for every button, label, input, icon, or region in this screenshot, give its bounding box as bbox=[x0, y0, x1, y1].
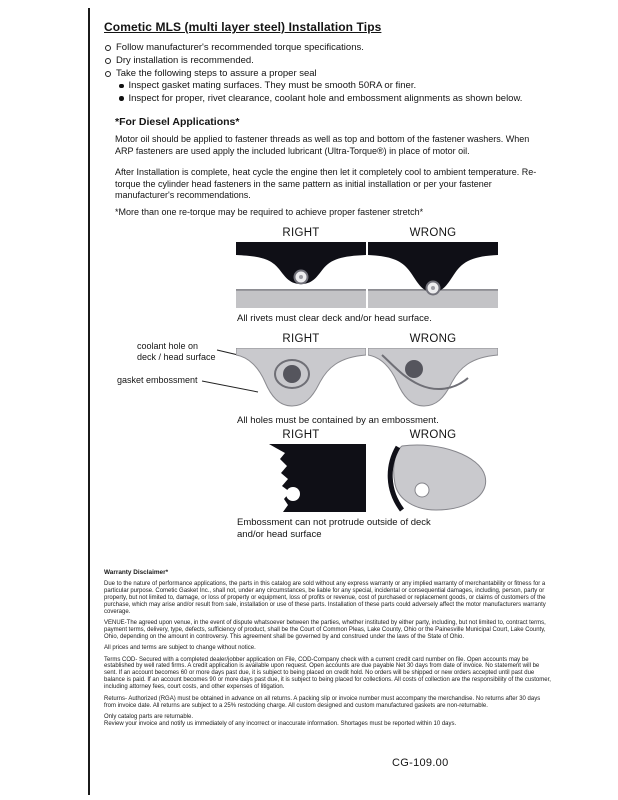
gasket-body bbox=[269, 444, 366, 512]
tip-text: Follow manufacturer's recommended torque specifications. bbox=[116, 42, 364, 53]
tip-item bbox=[105, 43, 522, 53]
deck-area bbox=[236, 348, 366, 406]
rivet-center bbox=[431, 286, 435, 290]
sub-tip-item bbox=[119, 94, 522, 104]
bolt-hole bbox=[286, 487, 300, 501]
page-code: CG-109.00 bbox=[392, 757, 449, 769]
coolant-hole bbox=[405, 360, 423, 378]
warranty-paragraph: Review your invoice and notify us immediately of any incorrect or inaccurate information. Shortages must be reported within 10 days. bbox=[104, 720, 457, 727]
annotation-text: deck / head surface bbox=[137, 351, 216, 362]
deck-edge-line bbox=[236, 289, 366, 291]
deck-area bbox=[368, 348, 498, 406]
caption-text: Embossment can not protrude outside of deck bbox=[237, 517, 431, 528]
retorque-note: *More than one re-torque may be required to achieve proper fastener stretch* bbox=[115, 207, 424, 217]
rivet-center bbox=[299, 275, 303, 279]
wrong-label-row2: WRONG bbox=[409, 333, 457, 345]
row3-caption bbox=[237, 517, 431, 540]
embossment-right-diagram bbox=[236, 444, 366, 512]
circle-bullet-icon bbox=[105, 71, 111, 77]
coolant-wrong-diagram bbox=[368, 348, 498, 413]
deck-surface bbox=[236, 289, 366, 308]
row2-caption: All holes must be contained by an embossment. bbox=[237, 415, 439, 426]
sub-tip-item bbox=[119, 81, 522, 91]
deck-area bbox=[394, 445, 486, 510]
diesel-paragraph-1: Motor oil should be applied to fastener threads as well as top and bottom of the fastener washers. When ARP fasteners are used apply the included lubricant (Ultra-Torque®) in place of motor oil. bbox=[115, 134, 530, 156]
warranty-heading: Warranty Disclaimer* bbox=[104, 569, 169, 576]
rivet-right-diagram bbox=[236, 242, 366, 308]
tip-text: Dry installation is recommended. bbox=[116, 54, 254, 66]
tip-item bbox=[105, 56, 522, 66]
embossment-wrong-diagram bbox=[368, 444, 498, 512]
circle-bullet-icon bbox=[105, 45, 111, 51]
tips-list bbox=[105, 43, 522, 107]
warranty-paragraph: Terms COD- Secured with a completed dealer/jobber application on File, COD-Company check with a current credit card number on file. Open accounts may be established by well rated firms. A credit application is available upon request. Open accounts are due payable Net 30 days from date of invoice. No statement will be sent. If an account becomes 60 or more days past due, it is subject to being placed on credit hold. No orders will be shipped or new orders accepted until past due balance is paid. If an account becomes 90 or more days past due, it is subject to being placed for collections. All costs of collection are the responsibility of the customer, including attorney fees, court costs, and other expenses of litigation. bbox=[104, 656, 551, 691]
right-label-row2: RIGHT bbox=[282, 333, 320, 345]
caption-text: and/or head surface bbox=[237, 528, 322, 540]
annotation-text: coolant hole on bbox=[137, 341, 199, 351]
rivet-wrong-diagram bbox=[368, 242, 498, 308]
warranty-section bbox=[104, 570, 552, 732]
tip-text: Inspect gasket mating surfaces. They must be smooth 50RA or finer. bbox=[128, 80, 417, 92]
warranty-paragraph: Only catalog parts are returnable. bbox=[104, 713, 194, 720]
tip-text: Inspect for proper, rivet clearance, coolant hole and embossment alignments as shown below. bbox=[128, 93, 523, 105]
wrong-label-row3: WRONG bbox=[409, 429, 457, 441]
circle-bullet-icon bbox=[105, 58, 111, 64]
row1-caption: All rivets must clear deck and/or head surface. bbox=[237, 313, 432, 324]
embossment-annotation: gasket embossment bbox=[117, 375, 198, 385]
wrong-label-row1: WRONG bbox=[409, 227, 457, 239]
warranty-paragraph: Returns- Authorized (RGA) must be obtained in advance on all returns. A packing slip or invoice number must accompany the merchandise. No returns after 30 days from invoice date. All returns are subject to a 25% restocking charge. All custom designed and custom manufactured gaskets are non-returnable. bbox=[104, 695, 541, 709]
dot-bullet-icon bbox=[119, 96, 124, 101]
page-border-line bbox=[88, 8, 90, 795]
diesel-paragraph-2: After Installation is complete, heat cycle the engine then let it completely cool to ambient temperature. Re-torque the cylinder head fasteners in the same pattern as initial installation or per your fastener manufacturer's recommendations. bbox=[115, 167, 537, 201]
page-title: Cometic MLS (multi layer steel) Installation Tips bbox=[104, 20, 382, 34]
warranty-paragraph: All prices and terms are subject to change without notice. bbox=[104, 645, 256, 652]
diesel-heading: *For Diesel Applications* bbox=[115, 116, 240, 128]
right-label-row1: RIGHT bbox=[282, 227, 320, 239]
warranty-paragraph: VENUE-The agreed upon venue, in the event of dispute whatsoever between the parties, whether instituted by either party, including, but not limited to, contract terms, payment terms, delivery, type, defects, sufficiency of product, shall be the Court of Common Pleas, Lake County, Ohio or the Painesville Municipal Court, Lake County, Ohio, depending on the amount in controversy. This agreement shall be governed by and construed under the laws of the State of Ohio. bbox=[104, 619, 546, 640]
coolant-right-diagram bbox=[236, 348, 366, 413]
right-label-row3: RIGHT bbox=[282, 429, 320, 441]
coolant-hole bbox=[283, 365, 301, 383]
tip-item bbox=[105, 69, 522, 79]
warranty-paragraph: Due to the nature of performance applications, the parts in this catalog are sold without any express warranty or any implied warranty of merchantability or fitness for a particular purpose. Cometic Gasket Inc., shall not, under any circumstances, be liable for any special, incidental or consequential damages, including, person, party or property, but not limited to, damage, or loss of property or equipment, loss of profits or revenue, cost of purchased or replacement goods, or claims of customers of the purchase, which may arise and/or result from sale, installation or use of these parts. Installation of these parts could adversely affect the motor manufacturers warranty coverage. bbox=[104, 580, 546, 615]
bolt-hole bbox=[415, 483, 429, 497]
dot-bullet-icon bbox=[119, 84, 124, 89]
tip-text: Take the following steps to assure a proper seal bbox=[116, 67, 317, 79]
